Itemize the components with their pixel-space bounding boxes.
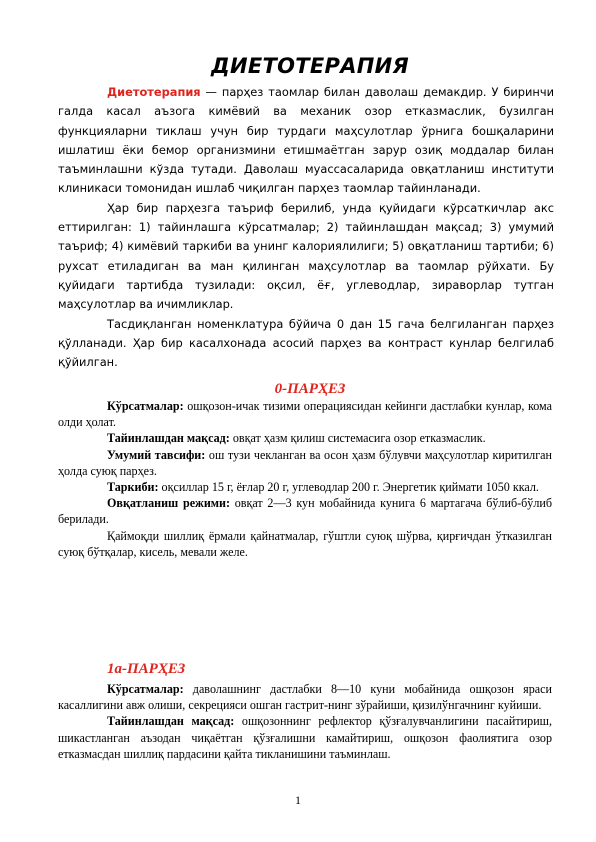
indications-paragraph — [58, 681, 552, 713]
section-heading-diet-1a: 1а-ПАРҲЕЗ — [107, 661, 186, 677]
intro-section — [58, 83, 554, 372]
page-number: 1 — [295, 793, 301, 807]
general-paragraph — [58, 447, 552, 479]
intro-paragraph: Ҳар бир парҳезга таъриф берилиб, унда қуйидаги кўрсаткичлар акс еттирилган: 1) тайинлашга кўрсатмалар; 2) тайинлашдан мақсад; 3) умумий таъриф; 4) кимёвий таркиби ва унинг калориялилиги; 5) овқатланиш тартиби; 6) рухсат етиладиган ва ман қилинган маҳсулотлар ва таомлар рўйхати. Бу қуйидаги тартибда тузилади: оқсил, ёғ, углеводлар, зираворлар тутган маҳсулотлар ва ичимликлар. — [58, 200, 554, 312]
field-text: оқсиллар 15 г, ёғлар 20 г, углеводлар 200 г. Энергетик қиймати 1050 ккал. — [158, 480, 539, 495]
paragraph-text: — парҳез таомлар билан даволаш демакдир. У биринчи галда касал аъзога кимёвий ва механик озор етказмаслик, бузилган функцияларни тиклаш учун бир турдаги маҳсулотлар ўрнига бошқаларини ишлатиш ёки бемор организмини етишмаётган зарур озиқ моддалар билан таъминлашни кўзда тутади. Даволаш муассасаларида овқатланиш институти клиникаси томонидан ишлаб чиқилган парҳез таомлар тайинланади. — [58, 85, 554, 196]
composition-paragraph — [58, 479, 552, 495]
field-label: Кўрсатмалар: — [107, 682, 184, 696]
diet-0-section — [58, 398, 552, 560]
field-text: овқат ҳазм қилиш системасига озор етказмаслик. — [229, 431, 486, 446]
field-label: Таркиби: — [107, 480, 159, 495]
intro-paragraph — [58, 83, 554, 199]
field-text: ош тузи чекланган ва осон ҳазм бўлувчи маҳсулотлар киритилган ҳолда суюқ парҳез. — [58, 447, 553, 478]
section-heading-diet-0: 0-ПАРҲЕЗ — [274, 381, 346, 397]
goal-paragraph — [58, 713, 552, 762]
field-text: овқат 2—3 кун мобайнида кунига 6 мартагача бўлиб-бўлиб берилади. — [58, 496, 552, 527]
goal-paragraph — [58, 430, 552, 446]
field-label: Овқатланиш режими: — [107, 496, 231, 511]
field-label: Умумий тавсифи: — [107, 447, 206, 462]
regimen-paragraph — [58, 495, 552, 527]
field-label: Тайинлашдан мақсад: — [107, 431, 230, 446]
field-text: ошқозоннинг рефлектор қўзғалувчанлигини пасайтириш, шикастланган аъзодан чиқаётган қўзғалишни камайтириш, ошқозон фаолиятига озор етказмасдан шиллиқ пардасини қайта тикланишини таъминлаш. — [58, 714, 552, 761]
field-text: даволашнинг дастлабки 8—10 куни мобайнида ошқозон яраси касаллигини авж олиши, секрецияси ошган гастрит-нинг зўрайиши, қизилўнгачнинг куйиши. — [58, 682, 552, 713]
diet-1a-section — [58, 681, 552, 762]
foods-paragraph: Қаймоқди шиллиқ ёрмали қайнатмалар, гўштли суюқ шўрва, қирғичдан ўтказилган суюқ бўтқалар, кисель, мевали желе. — [58, 528, 552, 559]
intro-paragraph: Тасдиқланган номенклатура бўйича 0 дан 15 гача белгиланган парҳез қўлланади. Ҳар бир касалхонада асосий парҳез ва контраст кунлар белгилаб қўйилган. — [58, 316, 554, 370]
field-text: ошқозон-ичак тизими операциясидан кейинги дастлабки кунлар, кома олди ҳолат. — [58, 399, 552, 430]
page-title: ДИЕТОТЕРАПИЯ — [210, 54, 410, 78]
field-label: Тайинлашдан мақсад: — [107, 714, 235, 729]
highlighted-term: Диетотерапия — [107, 85, 201, 99]
indications-paragraph — [58, 398, 552, 430]
field-label: Кўрсатмалар: — [107, 399, 184, 413]
